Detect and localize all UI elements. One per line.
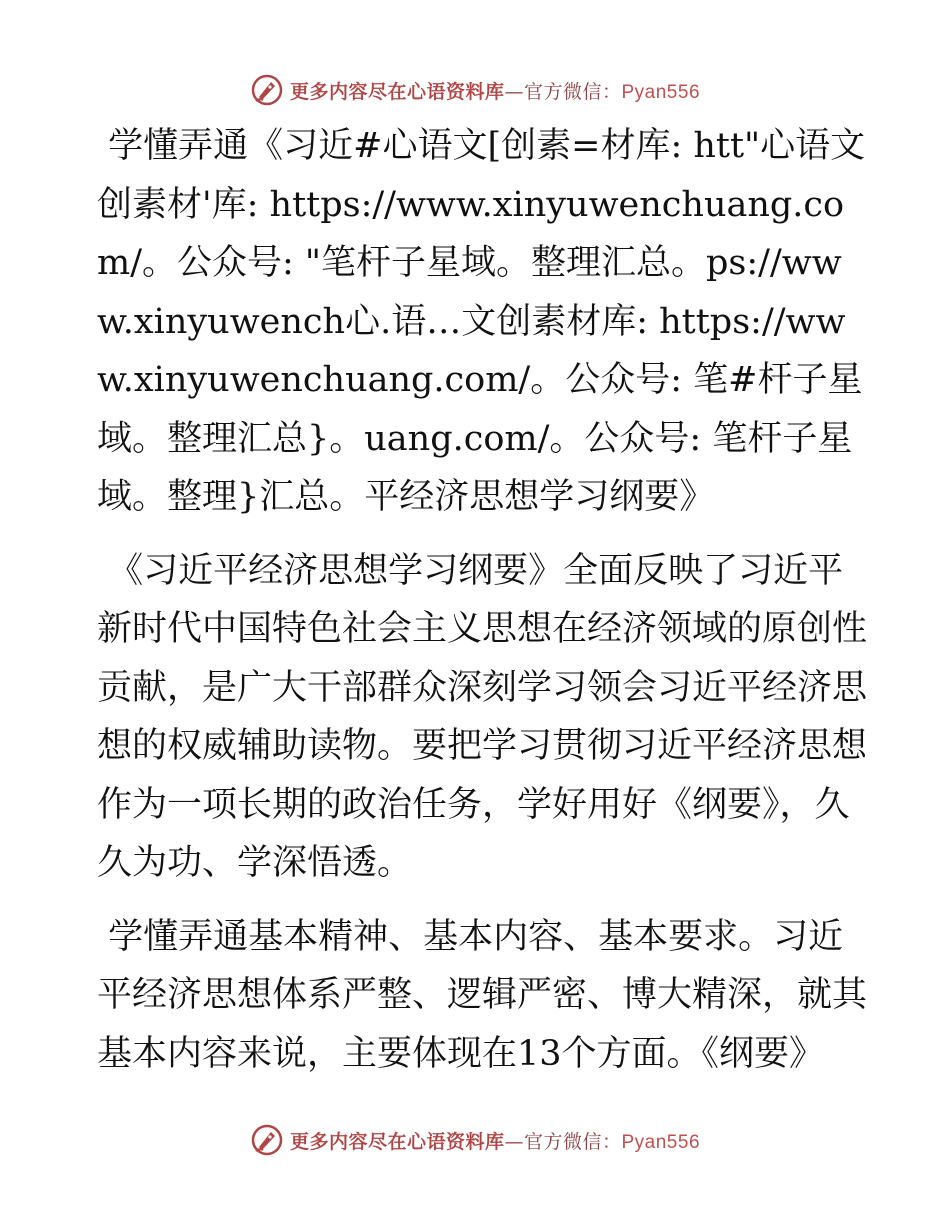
footer-banner xyxy=(0,1120,950,1160)
header-wechat-id: Pyan556 xyxy=(621,81,701,103)
footer-banner-text xyxy=(290,1127,700,1154)
header-wechat-label: 官方微信： xyxy=(523,80,622,103)
footer-separator: — xyxy=(504,1130,524,1153)
footer-wechat-label: 官方微信： xyxy=(523,1130,622,1153)
pen-nib-logo-icon xyxy=(250,1123,284,1157)
paragraph-3: 学懂弄通基本精神、基本内容、基本要求。习近平经济思想体系严整、逻辑严密、博大精深，就其基本内容来说，主要体现在13个方面。《纲要》 xyxy=(97,916,868,1074)
header-banner-text xyxy=(290,77,700,104)
paragraph-2: 《习近平经济思想学习纲要》全面反映了习近平新时代中国特色社会主义思想在经济领域的原创性贡献，是广大干部群众深刻学习领会习近平经济思想的权威辅助读物。要把学习贯彻习近平经济思想作为一项长期的政治任务，学好用好《纲要》，久久为功、学深悟透。 xyxy=(97,550,868,883)
header-banner xyxy=(0,70,950,110)
header-site-text: 更多内容尽在心语资料库 xyxy=(289,80,505,103)
paragraph-1: 学懂弄通《习近#心语文[创素=材库: htt"心语文创素材'库: https://www.xinyuwenchuang.com/。公众号: "笔杆子星域。整理汇总。ps://www.xinyuwench心.语…文创素材库: https://www.xinyuwenchuang.com/。公众号: 笔#杆子星域。整理汇总}。uang.com/。公众号: 笔杆子星域。整理}汇总。平经济思想学习纲要》 xyxy=(97,126,866,517)
document-body xyxy=(97,117,877,1098)
footer-wechat-id: Pyan556 xyxy=(621,1131,701,1153)
footer-site-text: 更多内容尽在心语资料库 xyxy=(289,1130,505,1153)
header-separator: — xyxy=(504,80,524,103)
pen-nib-logo-icon xyxy=(250,73,284,107)
